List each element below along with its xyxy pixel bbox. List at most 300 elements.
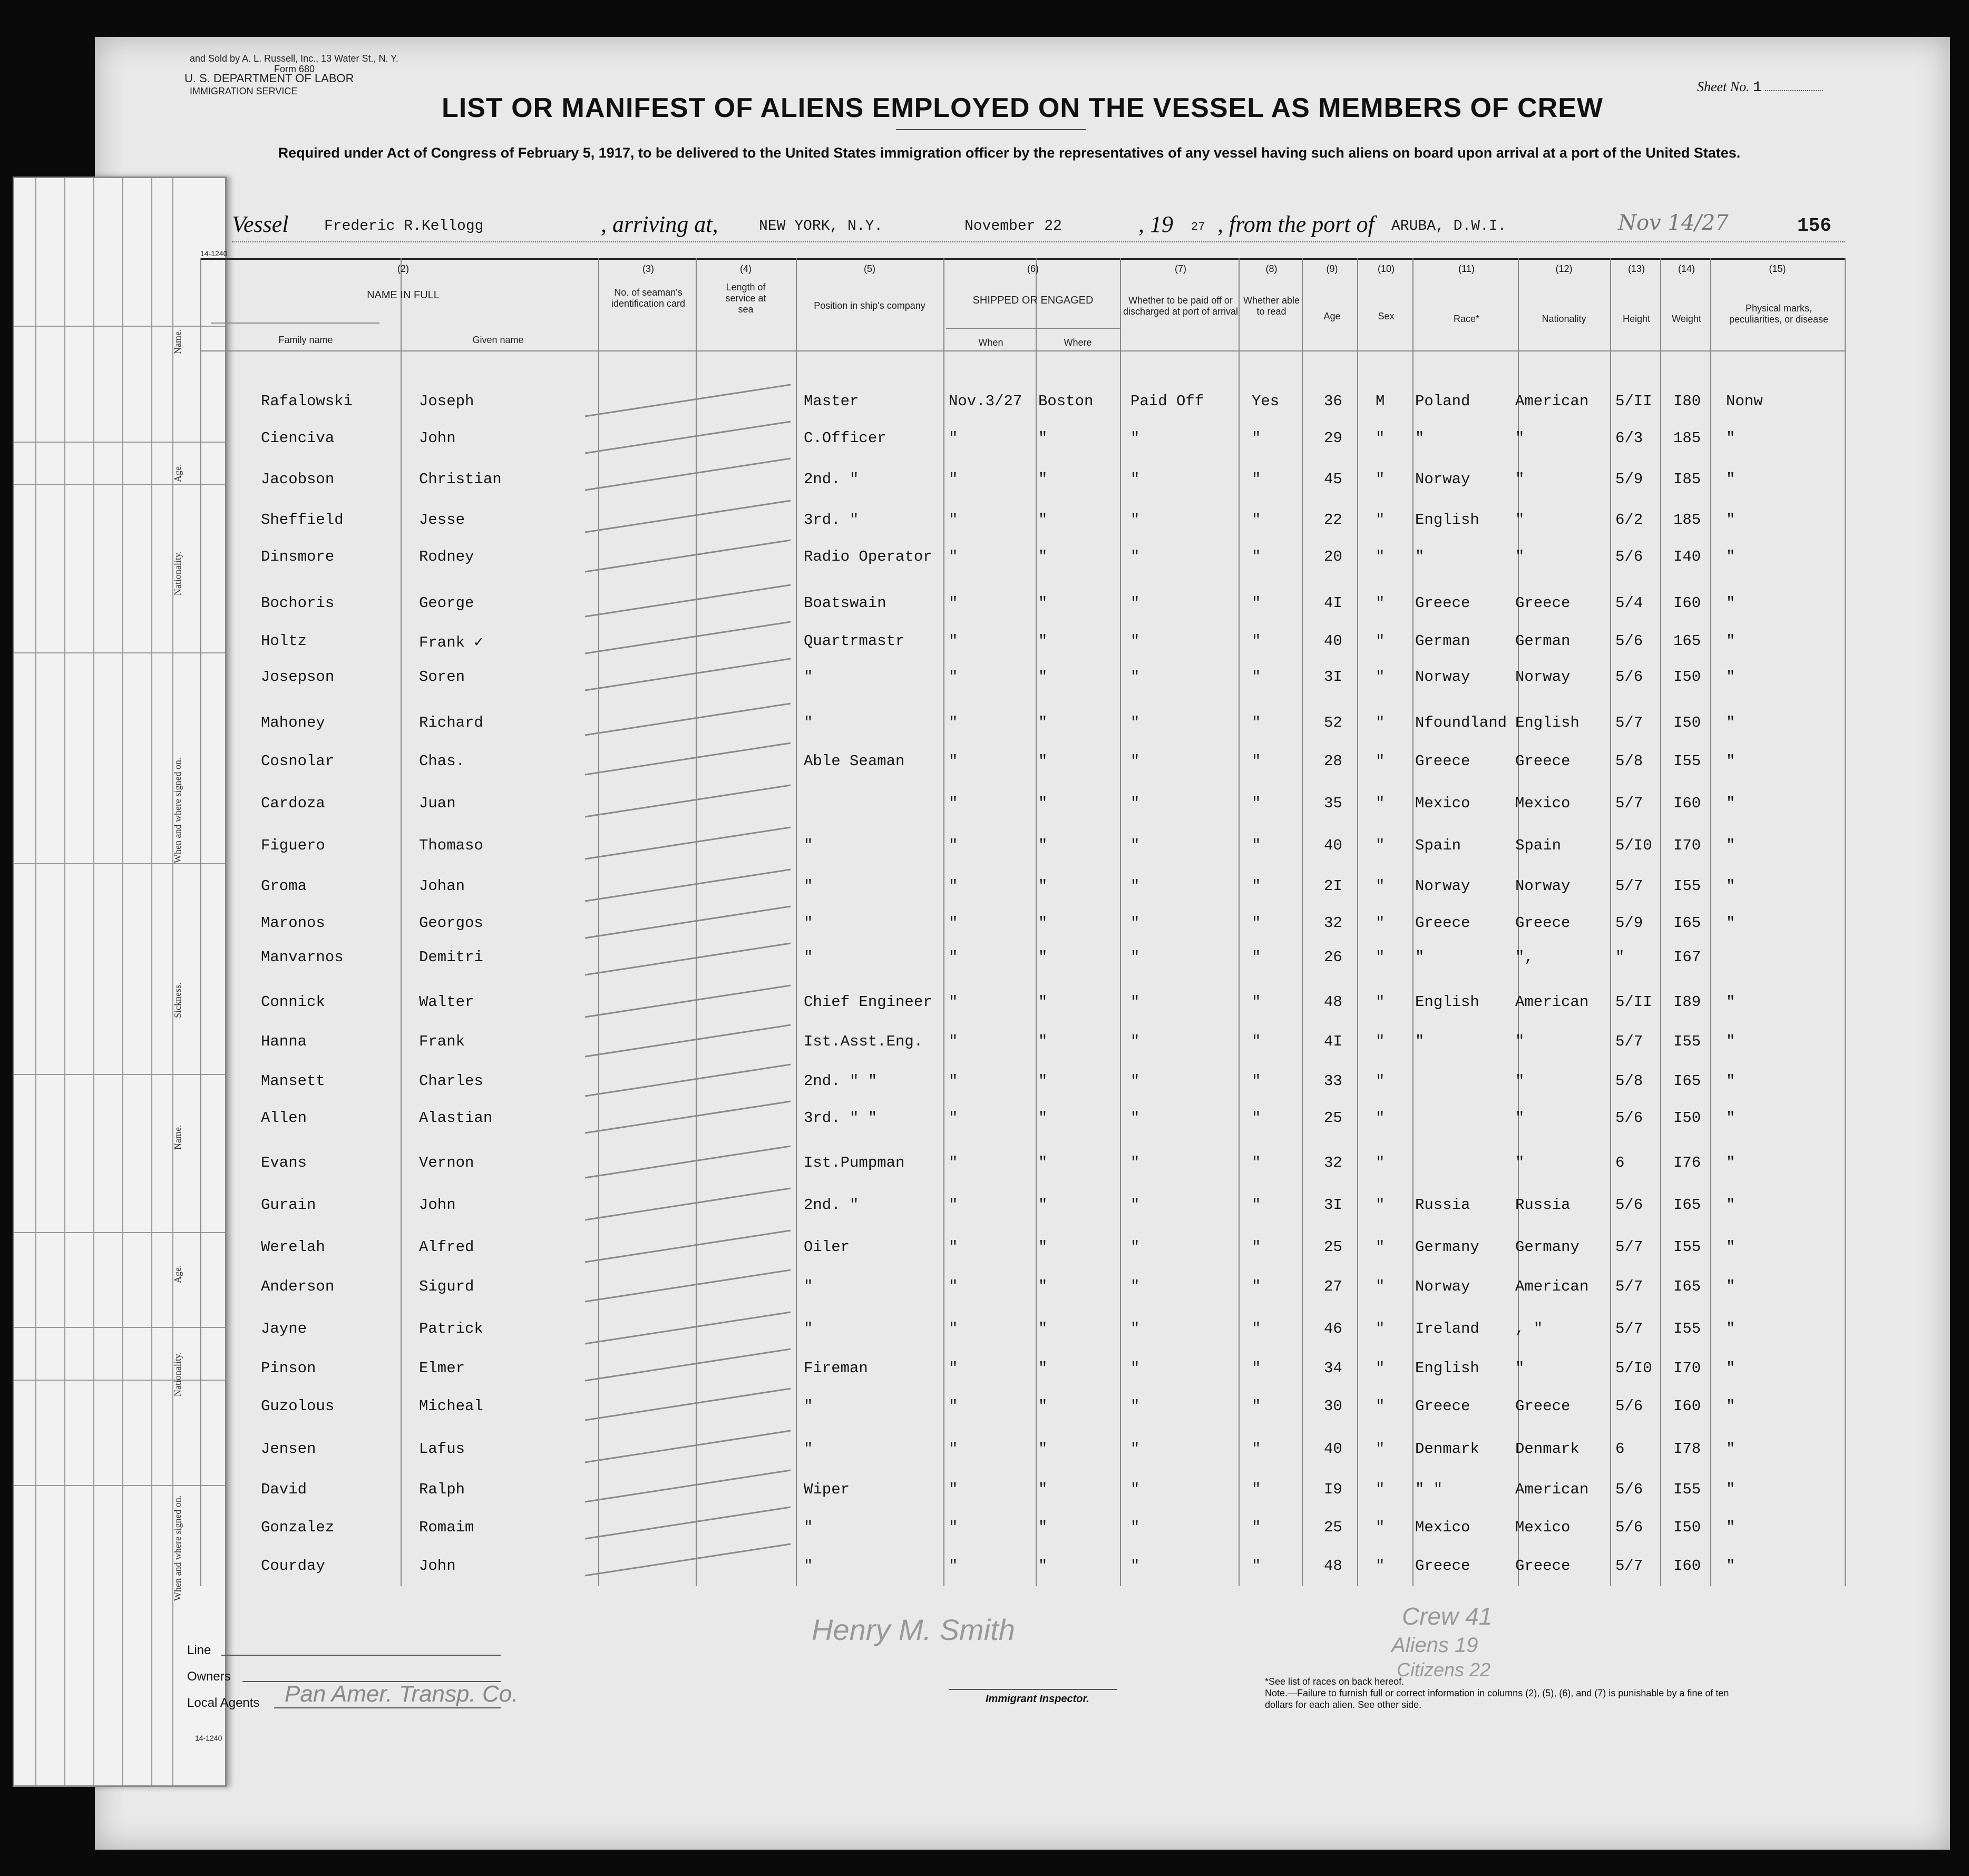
- table-cell: ": [1130, 1360, 1140, 1377]
- table-cell: Able Seaman: [804, 753, 905, 770]
- col-header-position: Position in ship's company: [814, 300, 925, 311]
- inspector-signature: Henry M. Smith: [812, 1613, 1015, 1646]
- col-header-paid-off: Whether to be paid off or discharged at port of arrival: [1123, 295, 1239, 317]
- table-cell: ": [1415, 429, 1425, 447]
- ditto-stroke: [585, 1312, 791, 1344]
- stub-label: Name.: [172, 1125, 183, 1150]
- table-cell: George: [419, 594, 474, 612]
- table-cell: Richard: [419, 714, 483, 731]
- table-cell: I50: [1673, 668, 1701, 686]
- table-cell: ": [1038, 795, 1048, 812]
- col-number: (8): [1265, 263, 1278, 274]
- table-cell: ": [804, 1440, 813, 1458]
- ditto-stroke: [585, 869, 791, 901]
- table-cell: ": [1130, 1557, 1140, 1575]
- table-cell: M: [1376, 393, 1385, 410]
- table-cell: ": [1130, 1278, 1140, 1295]
- table-cell: 20: [1324, 548, 1342, 565]
- table-cell: 4I: [1324, 1033, 1342, 1050]
- table-cell: Ist.Pumpman: [804, 1154, 905, 1171]
- table-cell: ": [804, 714, 813, 731]
- stub-label: Name.: [172, 329, 183, 354]
- table-cell: Greece: [1415, 594, 1470, 612]
- table-cell: ": [1252, 632, 1261, 650]
- table-cell: John: [419, 1557, 456, 1575]
- col-header-length-service: Length of service at sea: [725, 282, 766, 315]
- table-cell: 5/6: [1615, 1196, 1643, 1214]
- table-cell: English: [1415, 1360, 1479, 1377]
- table-cell: 5/7: [1615, 1320, 1643, 1337]
- tally-aliens: Aliens 19: [1391, 1634, 1478, 1657]
- ditto-stroke: [585, 422, 791, 453]
- table-cell: Walter: [419, 993, 474, 1011]
- ditto-stroke: [585, 1389, 791, 1420]
- table-cell: 30: [1324, 1398, 1342, 1415]
- table-cell: ": [804, 1278, 813, 1295]
- table-cell: Courday: [261, 1557, 325, 1575]
- table-cell: ": [1252, 471, 1261, 488]
- port-from: ARUBA, D.W.I.: [1391, 218, 1507, 234]
- table-cell: I65: [1673, 1278, 1701, 1295]
- table-cell: ": [1252, 429, 1261, 447]
- table-cell: 5/8: [1615, 1072, 1643, 1090]
- footnote: [1265, 1676, 1739, 1711]
- table-cell: Johan: [419, 877, 465, 895]
- table-cell: ": [1726, 914, 1736, 932]
- line-label: Line: [187, 1643, 211, 1657]
- service-name: IMMIGRATION SERVICE: [190, 86, 298, 96]
- page-subtitle: Required under Act of Congress of February 5, 1917, to be delivered to the United States immigration officer by the representatives of any vessel having such aliens on board upon arrival at a port of the United States.: [278, 145, 1741, 161]
- table-cell: ": [1130, 1320, 1140, 1337]
- table-cell: ": [1515, 1109, 1525, 1127]
- table-cell: Guzolous: [261, 1398, 335, 1415]
- table-cell: I9: [1324, 1481, 1342, 1498]
- table-cell: ": [1038, 837, 1048, 854]
- subheader-family: Family name: [278, 335, 333, 345]
- table-cell: American: [1515, 1278, 1589, 1295]
- table-cell: ": [1515, 1072, 1525, 1090]
- table-cell: ": [1252, 1360, 1261, 1377]
- table-cell: Norway: [1415, 1278, 1470, 1295]
- table-cell: ": [1130, 949, 1140, 966]
- table-cell: 32: [1324, 914, 1342, 932]
- table-cell: Denmark: [1515, 1440, 1580, 1458]
- table-cell: German: [1415, 632, 1470, 650]
- table-cell: Patrick: [419, 1320, 483, 1337]
- table-cell: Jacobson: [261, 471, 335, 488]
- table-cell: Sigurd: [419, 1278, 474, 1295]
- table-cell: ": [804, 668, 813, 686]
- table-cell: ": [949, 1440, 958, 1458]
- table-cell: ": [1726, 753, 1736, 770]
- table-cell: English: [1415, 993, 1479, 1011]
- table-cell: ": [1038, 1278, 1048, 1295]
- table-cell: I50: [1673, 1519, 1701, 1536]
- col-header-age: Age: [1323, 311, 1341, 321]
- table-cell: 3rd. " ": [804, 1109, 878, 1127]
- table-cell: Christian: [419, 471, 502, 488]
- table-cell: ": [1038, 949, 1048, 966]
- note-penalty: Note.—Failure to furnish full or correct information in columns (2), (5), (6), and (7) is punishable by a fine of ten dollars for each alien. See other side.: [1265, 1688, 1729, 1710]
- table-cell: ": [804, 1557, 813, 1575]
- table-cell: Spain: [1415, 837, 1461, 854]
- table-cell: ": [1376, 1481, 1385, 1498]
- col-header-weight: Weight: [1672, 314, 1701, 324]
- line-underline: [221, 1655, 501, 1656]
- col-number: (15): [1769, 263, 1786, 274]
- table-cell: ": [1376, 1196, 1385, 1214]
- table-cell: ": [1252, 668, 1261, 686]
- col-number: (7): [1175, 263, 1186, 274]
- table-cell: Nfoundland: [1415, 714, 1507, 731]
- ditto-stroke: [585, 540, 791, 572]
- table-cell: ": [1252, 1196, 1261, 1214]
- table-cell: ": [804, 1398, 813, 1415]
- table-cell: Mansett: [261, 1072, 325, 1090]
- table-cell: Germany: [1515, 1238, 1580, 1256]
- ditto-stroke: [585, 1025, 791, 1057]
- table-cell: ": [1376, 429, 1385, 447]
- table-cell: 5/II: [1615, 393, 1652, 410]
- table-cell: I55: [1673, 877, 1701, 895]
- table-cell: I60: [1673, 1398, 1701, 1415]
- col-header-name: NAME IN FULL: [367, 289, 440, 301]
- stub-label: Nationality.: [172, 551, 183, 596]
- table-cell: Jayne: [261, 1320, 307, 1337]
- table-cell: 5/7: [1615, 1033, 1643, 1050]
- table-cell: Boston: [1038, 393, 1094, 410]
- table-cell: Nov.3/27: [949, 393, 1022, 410]
- table-cell: I89: [1673, 993, 1701, 1011]
- table-cell: Lafus: [419, 1440, 465, 1458]
- table-cell: 48: [1324, 993, 1342, 1011]
- table-cell: Wiper: [804, 1481, 850, 1498]
- table-cell: Joseph: [419, 393, 474, 410]
- table-cell: ": [1376, 949, 1385, 966]
- table-cell: Fireman: [804, 1360, 868, 1377]
- table-cell: ": [949, 1519, 958, 1536]
- port-of-arrival: NEW YORK, N.Y.: [759, 218, 883, 234]
- table-cell: " ": [1415, 1481, 1443, 1498]
- col-number: (9): [1326, 263, 1338, 274]
- table-cell: Jensen: [261, 1440, 316, 1458]
- table-cell: ": [1515, 429, 1525, 447]
- col-header-height: Height: [1622, 314, 1651, 324]
- table-cell: 33: [1324, 1072, 1342, 1090]
- table-cell: 52: [1324, 714, 1342, 731]
- table-cell: Greece: [1415, 1398, 1470, 1415]
- col-number: (4): [740, 263, 752, 274]
- table-cell: ": [949, 949, 958, 966]
- table-cell: Hanna: [261, 1033, 307, 1050]
- table-cell: ": [949, 714, 958, 731]
- table-cell: ": [1038, 429, 1048, 447]
- table-cell: ": [1252, 753, 1261, 770]
- table-cell: Paid Off: [1130, 393, 1204, 410]
- table-cell: ": [804, 877, 813, 895]
- table-cell: ": [1252, 1320, 1261, 1337]
- table-cell: ": [1130, 548, 1140, 565]
- table-cell: ": [1415, 548, 1425, 565]
- table-cell: German: [1515, 632, 1571, 650]
- table-cell: ": [949, 1033, 958, 1050]
- table-cell: Groma: [261, 877, 307, 895]
- ditto-stroke: [585, 501, 791, 532]
- table-cell: ": [1376, 1033, 1385, 1050]
- table-cell: ": [1376, 1398, 1385, 1415]
- table-cell: Juan: [419, 795, 456, 812]
- table-cell: ": [1376, 1360, 1385, 1377]
- table-cell: Figuero: [261, 837, 325, 854]
- table-cell: Greece: [1515, 1398, 1571, 1415]
- table-cell: ": [1038, 511, 1048, 529]
- col-number: (5): [864, 263, 875, 274]
- tally-citizens: Citizens 22: [1397, 1659, 1491, 1680]
- table-cell: ": [1726, 594, 1736, 612]
- table-cell: ": [1252, 1519, 1261, 1536]
- table-cell: Nonw: [1726, 393, 1763, 410]
- table-cell: 2nd. ": [804, 471, 859, 488]
- table-cell: ": [1252, 1440, 1261, 1458]
- table-cell: ": [1252, 1238, 1261, 1256]
- ditto-stroke: [585, 1431, 791, 1462]
- table-cell: 5/9: [1615, 471, 1643, 488]
- table-cell: ": [949, 1196, 958, 1214]
- table-cell: ": [1130, 632, 1140, 650]
- table-cell: 26: [1324, 949, 1342, 966]
- table-cell: ": [1726, 668, 1736, 686]
- table-cell: 5/4: [1615, 594, 1643, 612]
- arriving-label: , arriving at,: [601, 211, 718, 237]
- table-cell: ": [949, 837, 958, 854]
- table-cell: 3rd. ": [804, 511, 859, 529]
- ditto-stroke: [585, 1101, 791, 1133]
- table-cell: Micheal: [419, 1398, 483, 1415]
- ditto-stroke: [585, 1470, 791, 1502]
- table-cell: 34: [1324, 1360, 1342, 1377]
- table-cell: ": [1515, 511, 1525, 529]
- table-cell: 5/I0: [1615, 837, 1652, 854]
- table-cell: Thomaso: [419, 837, 483, 854]
- table-cell: Greece: [1515, 753, 1571, 770]
- table-cell: Romaim: [419, 1519, 474, 1536]
- table-cell: ": [1376, 753, 1385, 770]
- table-cell: I80: [1673, 393, 1701, 410]
- ditto-stroke: [585, 704, 791, 735]
- table-cell: 28: [1324, 753, 1342, 770]
- table-cell: ": [1376, 1072, 1385, 1090]
- table-cell: ": [1252, 795, 1261, 812]
- table-cell: ": [1726, 837, 1736, 854]
- table-cell: ": [949, 548, 958, 565]
- col-header-race: Race*: [1453, 314, 1480, 324]
- table-cell: ": [1038, 594, 1048, 612]
- table-cell: 2nd. ": [804, 1196, 859, 1214]
- table-cell: Georgos: [419, 914, 483, 932]
- table-cell: 3I: [1324, 668, 1342, 686]
- table-cell: ": [1376, 471, 1385, 488]
- table-cell: ": [1726, 1154, 1736, 1171]
- table-cell: Yes: [1252, 393, 1280, 410]
- table-cell: ": [1130, 795, 1140, 812]
- table-cell: I65: [1673, 1196, 1701, 1214]
- table-cell: ": [949, 1072, 958, 1090]
- table-cell: I65: [1673, 1072, 1701, 1090]
- table-cell: ": [1726, 429, 1736, 447]
- table-cell: 5/I0: [1615, 1360, 1652, 1377]
- table-cell: ": [1726, 1278, 1736, 1295]
- tally-crew: Crew 41: [1402, 1603, 1493, 1630]
- table-cell: Mexico: [1415, 1519, 1470, 1536]
- subheader-where: Where: [1064, 337, 1092, 348]
- table-cell: Norway: [1415, 877, 1470, 895]
- table-cell: ": [1038, 1072, 1048, 1090]
- stub-label: Age.: [172, 464, 183, 483]
- table-cell: I60: [1673, 1557, 1701, 1575]
- table-cell: 25: [1324, 1109, 1342, 1127]
- table-cell: David: [261, 1481, 307, 1498]
- table-cell: Gurain: [261, 1196, 316, 1214]
- table-cell: ": [1415, 1033, 1425, 1050]
- col-header-shipped: SHIPPED OR ENGAGED: [972, 295, 1094, 306]
- table-cell: ": [949, 1557, 958, 1575]
- table-cell: ": [1252, 1278, 1261, 1295]
- table-cell: I55: [1673, 1033, 1701, 1050]
- table-cell: ": [1252, 1481, 1261, 1498]
- table-cell: ": [949, 471, 958, 488]
- table-cell: ",: [1515, 949, 1534, 966]
- table-cell: ": [1515, 1360, 1525, 1377]
- table-cell: Frank ✓: [419, 634, 483, 651]
- table-cell: ": [1130, 594, 1140, 612]
- table-cell: ": [1130, 511, 1140, 529]
- table-cell: Radio Operator: [804, 548, 932, 565]
- table-cell: ": [1038, 1398, 1048, 1415]
- table-cell: 5/7: [1615, 1238, 1643, 1256]
- table-cell: ": [1130, 1519, 1140, 1536]
- table-cell: ": [1726, 1072, 1736, 1090]
- table-cell: Spain: [1515, 837, 1562, 854]
- table-cell: ": [1130, 1440, 1140, 1458]
- table-cell: ": [1038, 877, 1048, 895]
- table-cell: , ": [1515, 1320, 1543, 1337]
- table-cell: Germany: [1415, 1238, 1479, 1256]
- form-code: 14-1240: [200, 249, 228, 258]
- publisher-line: and Sold by A. L. Russell, Inc., 13 Water St., N. Y.: [190, 53, 398, 64]
- table-cell: 5/6: [1615, 1519, 1643, 1536]
- table-cell: ": [1376, 1557, 1385, 1575]
- table-cell: Demitri: [419, 949, 483, 966]
- arrival-date: November 22: [964, 218, 1062, 234]
- table-cell: ": [949, 1360, 958, 1377]
- table-cell: ": [1515, 1033, 1525, 1050]
- table-cell: American: [1515, 993, 1589, 1011]
- table-cell: Alastian: [419, 1109, 493, 1127]
- table-cell: ": [1726, 1033, 1736, 1050]
- table-cell: I60: [1673, 795, 1701, 812]
- table-cell: Russia: [1415, 1196, 1470, 1214]
- table-cell: ": [1252, 548, 1261, 565]
- ditto-stroke: [585, 1507, 791, 1539]
- table-cell: ": [949, 993, 958, 1011]
- table-cell: ": [949, 632, 958, 650]
- table-cell: Vernon: [419, 1154, 474, 1171]
- table-cell: ": [1038, 471, 1048, 488]
- table-cell: John: [419, 1196, 456, 1214]
- table-cell: ": [1726, 877, 1736, 895]
- table-cell: ": [1038, 548, 1048, 565]
- table-cell: 40: [1324, 1440, 1342, 1458]
- table-cell: Oiler: [804, 1238, 850, 1256]
- table-cell: Russia: [1515, 1196, 1571, 1214]
- table-cell: 5/7: [1615, 1557, 1643, 1575]
- table-cell: ": [949, 429, 958, 447]
- agents-value: Pan Amer. Transp. Co.: [285, 1681, 519, 1707]
- table-cell: Norway: [1415, 471, 1470, 488]
- table-cell: Cardoza: [261, 795, 325, 812]
- table-cell: Sheffield: [261, 511, 344, 529]
- table-cell: 35: [1324, 795, 1342, 812]
- table-cell: ": [1376, 877, 1385, 895]
- col-number: (6): [1027, 263, 1039, 274]
- table-cell: ": [1038, 1519, 1048, 1536]
- table-cell: ": [1130, 993, 1140, 1011]
- table-cell: ": [1726, 1196, 1736, 1214]
- table-cell: Allen: [261, 1109, 307, 1127]
- ditto-stroke: [585, 1544, 791, 1576]
- table-cell: ": [949, 668, 958, 686]
- table-cell: ": [949, 1320, 958, 1337]
- ditto-stroke: [585, 827, 791, 859]
- table-cell: Mexico: [1515, 795, 1571, 812]
- table-cell: ": [1130, 1398, 1140, 1415]
- table-cell: I78: [1673, 1440, 1701, 1458]
- table-cell: ": [1726, 1440, 1736, 1458]
- table-cell: I55: [1673, 1320, 1701, 1337]
- table-cell: ": [1130, 1196, 1140, 1214]
- ditto-stroke: [585, 1270, 791, 1302]
- year-label: , 19: [1138, 211, 1173, 237]
- note-races: *See list of races on back hereof.: [1265, 1676, 1405, 1687]
- year-value: 27: [1191, 220, 1205, 233]
- table-cell: Chief Engineer: [804, 993, 932, 1011]
- table-cell: ": [1038, 1440, 1048, 1458]
- ditto-stroke: [585, 743, 791, 775]
- table-cell: ": [1038, 1238, 1048, 1256]
- table-cell: American: [1515, 1481, 1589, 1498]
- table-cell: 5/6: [1615, 632, 1643, 650]
- col-header-read: Whether able to read: [1243, 295, 1300, 317]
- table-cell: 40: [1324, 837, 1342, 854]
- table-cell: ": [1726, 548, 1736, 565]
- table-cell: Cosnolar: [261, 753, 335, 770]
- table-cell: Chas.: [419, 753, 465, 770]
- table-cell: ": [1038, 1481, 1048, 1498]
- table-cell: ": [1038, 914, 1048, 932]
- table-cell: 5/9: [1615, 914, 1643, 932]
- table-cell: ": [1376, 914, 1385, 932]
- table-cell: 5/II: [1615, 993, 1652, 1011]
- table-cell: ": [949, 914, 958, 932]
- table-cell: ": [1130, 753, 1140, 770]
- table-cell: ": [1376, 714, 1385, 731]
- table-cell: ": [1038, 632, 1048, 650]
- table-cell: ": [1376, 1320, 1385, 1337]
- table-cell: 5/8: [1615, 753, 1643, 770]
- table-cell: ": [1726, 1481, 1736, 1498]
- sheet-value: 1: [1753, 80, 1762, 96]
- inspector-label: Immigrant Inspector.: [986, 1693, 1089, 1705]
